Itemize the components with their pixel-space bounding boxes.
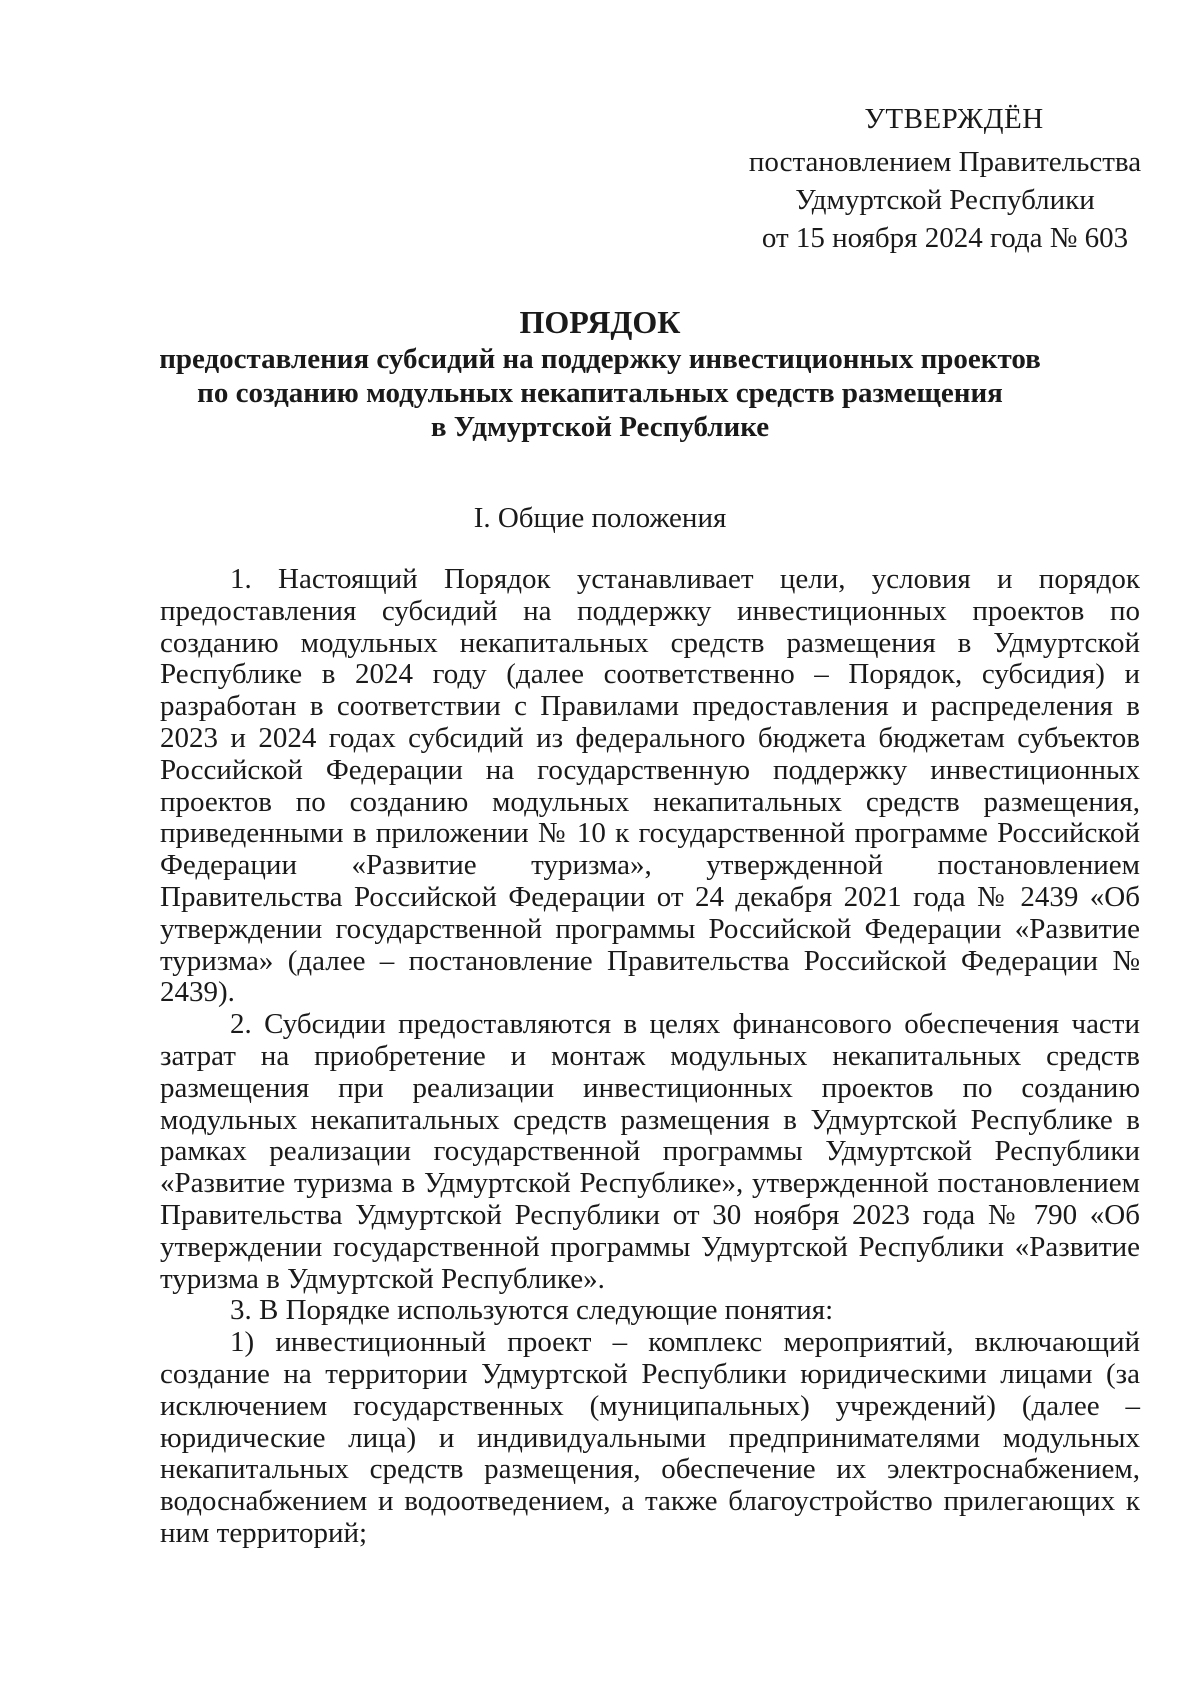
paragraph-3: 3. В Порядке используются следующие понятия:: [230, 1294, 834, 1327]
paragraph-definition-1: 1) инвестиционный проект – комплекс мероприятий, включающий создание на территории Удмуртской Республики юридическими лицами (за исключением государственных (муниципальных) учреждений) (далее – юридические лица) и индивидуальными предпринимателями модульных некапитальных средств размещения, обеспечение их электроснабжением, водоснабжением и водоотведением, а также благоустройство прилегающих к ним территорий;: [160, 1326, 1140, 1549]
document-subtitle-line-1: предоставления субсидий на поддержку инвестиционных проектов: [159, 343, 1041, 375]
document-subtitle-line-3: в Удмуртской Республике: [430, 411, 770, 443]
approval-line-1: постановлением Правительства: [748, 146, 1142, 178]
document-subtitle-line-2: по созданию модульных некапитальных средств размещения: [197, 377, 1003, 409]
approval-title: УТВЕРЖДЁН: [864, 103, 1044, 135]
document-title-block: [100, 302, 1100, 444]
document-body: [160, 564, 1140, 1550]
paragraph-1: 1. Настоящий Порядок устанавливает цели, условия и порядок предоставления субсидий на поддержку инвестиционных проектов по созданию модульных некапитальных средств размещения в Удмуртской Республике в 2024 году (далее соответственно – Порядок, субсидия) и разработан в соответствии с Правилами предоставления и распределения в 2023 и 2024 годах субсидий из федерального бюджета бюджетам субъектов Российской Федерации на государственную поддержку инвестиционных проектов по созданию модульных некапитальных средств размещения, приведенными в приложении № 10 к государственной программе Российской Федерации «Развитие туризма», утвержденной постановлением Правительства Российской Федерации от 24 декабря 2021 года № 2439 «Об утверждении государственной программы Российской Федерации «Развитие туризма» (далее – постановление Правительства Российской Федерации № 2439).: [160, 563, 1140, 1009]
approval-stamp-block: [745, 100, 1145, 257]
section-heading: I. Общие положения: [473, 502, 727, 534]
document-title: ПОРЯДОК: [519, 304, 681, 340]
approval-line-3: от 15 ноября 2024 года № 603: [761, 222, 1129, 254]
paragraph-2: 2. Субсидии предоставляются в целях финансового обеспечения части затрат на приобретение и монтаж модульных некапитальных средств размещения при реализации инвестиционных проектов по созданию модульных некапитальных средств размещения в Удмуртской Республике в рамках реализации государственной программы Удмуртской Республики «Развитие туризма в Удмуртской Республике», утвержденной постановлением Правительства Удмуртской Республики от 30 ноября 2023 года № 790 «Об утверждении государственной программы Удмуртской Республики «Развитие туризма в Удмуртской Республике».: [160, 1008, 1140, 1295]
approval-line-2: Удмуртской Республики: [795, 184, 1095, 216]
